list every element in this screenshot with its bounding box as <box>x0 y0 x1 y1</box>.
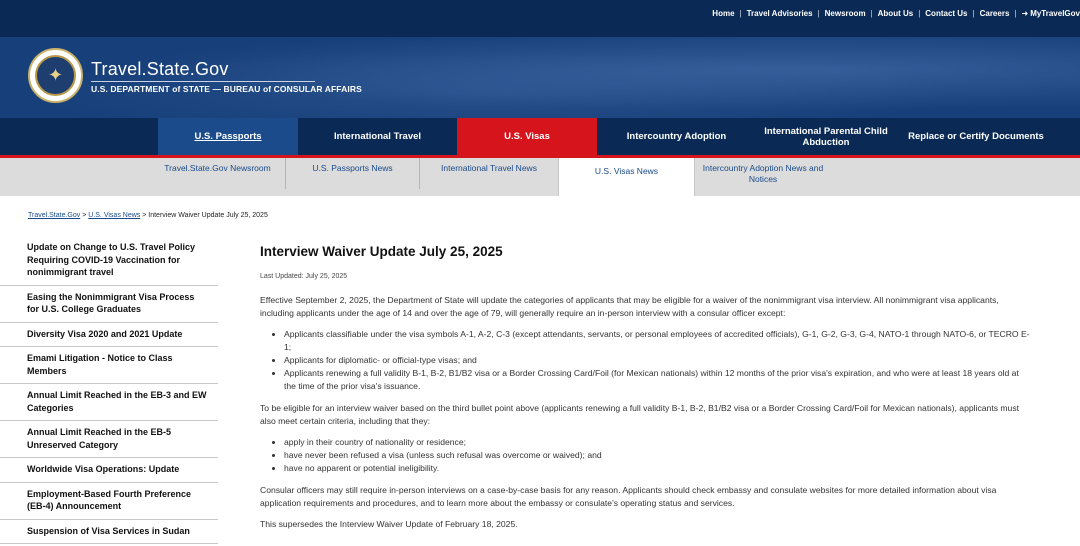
my-travel-gov-link[interactable] <box>1021 9 1080 18</box>
site-header <box>0 37 1080 118</box>
last-updated: Last Updated: July 25, 2025 <box>260 273 348 280</box>
breadcrumb-current: Interview Waiver Update July 25, 2025 <box>148 212 268 219</box>
utility-link-careers[interactable]: Careers <box>979 9 1010 18</box>
breadcrumb-separator: > <box>142 212 147 219</box>
breadcrumb-separator: > <box>82 212 87 219</box>
utility-separator: | <box>1014 9 1017 18</box>
utility-link-home[interactable]: Home <box>712 9 735 18</box>
breadcrumb-home-link[interactable]: Travel.State.Gov <box>28 212 81 219</box>
subnav-passports-news[interactable]: U.S. Passports News <box>286 158 420 189</box>
utility-link-newsroom[interactable]: Newsroom <box>824 9 866 18</box>
sidebar-item-eb3-ew-limit[interactable]: Annual Limit Reached in the EB-3 and EW Categories <box>0 384 218 421</box>
nav-replace-documents-label: Replace or Certify Documents <box>908 131 1044 142</box>
sidebar-item-college-graduates[interactable]: Easing the Nonimmigrant Visa Process for U.S. College Graduates <box>0 286 218 323</box>
nav-visas[interactable] <box>457 118 597 155</box>
breadcrumb-section-link[interactable]: U.S. Visas News <box>88 212 141 219</box>
supersedes-note: This supersedes the Interview Waiver Update of February 18, 2025. <box>260 519 518 529</box>
main-nav <box>0 118 1080 155</box>
subnav-international-travel-news[interactable]: International Travel News <box>441 163 537 173</box>
criteria-item: • have never been refused a visa (unless such refusal was overcome or waived); and <box>284 449 1030 462</box>
sidebar-item-worldwide-operations[interactable]: Worldwide Visa Operations: Update <box>0 458 218 483</box>
utility-separator: | <box>918 9 921 18</box>
nav-visas-label: U.S. Visas <box>504 131 550 142</box>
site-title[interactable]: Travel.State.Gov <box>91 59 229 79</box>
criteria-list <box>284 436 1030 475</box>
nav-intercountry-adoption-label: Intercountry Adoption <box>626 131 727 142</box>
utility-link-about-us[interactable]: About Us <box>877 9 914 18</box>
nav-parental-child-abduction-label: International Parental Child Abduction <box>764 125 888 148</box>
article <box>260 245 1030 539</box>
sidebar-item-covid-travel-policy[interactable]: Update on Change to U.S. Travel Policy Requiring COVID-19 Vaccination for nonimmigrant travel <box>0 236 218 286</box>
nav-international-travel[interactable] <box>298 118 457 155</box>
consular-note: Consular officers may still require in-person interviews on a case-by-case basis for any reason. Applicants should check embassy and consulate websites for more detailed information about visa application requirements and procedures, and to learn more about the embassy or consulate's operating status and services. <box>260 485 997 508</box>
sidebar-news-list <box>0 236 218 544</box>
site-subtitle: U.S. DEPARTMENT of STATE — BUREAU of CONSULAR AFFAIRS <box>91 84 362 94</box>
utility-separator: | <box>739 9 742 18</box>
criteria-item: • apply in their country of nationality or residence; <box>284 436 1030 449</box>
page-title: Interview Waiver Update July 25, 2025 <box>260 244 503 259</box>
my-travel-gov-label: MyTravelGov <box>1030 9 1080 18</box>
exception-item: • Applicants for diplomatic- or official-type visas; and <box>284 354 1030 367</box>
criteria-intro: To be eligible for an interview waiver based on the third bullet point above (applicants renewing a full validity B-1, B-2, B1/B2 visa or a Border Crossing Card/Foil for Mexican nationals), applicants must also meet certain criteria, including that they: <box>260 403 1020 426</box>
sidebar-item-diversity-visa[interactable]: Diversity Visa 2020 and 2021 Update <box>0 323 218 348</box>
sidebar-item-eb4-announcement[interactable]: Employment-Based Fourth Preference (EB-4) Announcement <box>0 483 218 520</box>
title-divider <box>91 81 315 82</box>
sidebar-item-sudan-suspension[interactable]: Suspension of Visa Services in Sudan <box>0 520 218 545</box>
subnav-newsroom[interactable]: Travel.State.Gov Newsroom <box>150 158 286 189</box>
utility-separator: | <box>817 9 820 18</box>
sign-in-icon: ➜ <box>1021 9 1029 18</box>
sub-nav <box>0 158 1080 196</box>
subnav-visas-news[interactable]: U.S. Visas News <box>558 158 695 196</box>
utility-link-travel-advisories[interactable]: Travel Advisories <box>746 9 813 18</box>
sidebar-item-eb5-limit[interactable]: Annual Limit Reached in the EB-5 Unreserved Category <box>0 421 218 458</box>
nav-intercountry-adoption[interactable] <box>597 118 756 155</box>
nav-passports-label: U.S. Passports <box>194 131 262 142</box>
nav-parental-child-abduction[interactable] <box>756 118 896 155</box>
breadcrumb <box>28 212 268 219</box>
subnav-adoption-news[interactable]: Intercountry Adoption News and Notices <box>702 163 824 184</box>
exception-item: • Applicants renewing a full validity B-1, B-2, B1/B2 visa or a Border Crossing Card/Foil (for Mexican nationals) within 12 months of the prior visa's expiration, and who were at least 18 years old at the time of the prior visa's issuance. <box>284 367 1030 393</box>
utility-links <box>712 9 1080 18</box>
department-seal-logo[interactable] <box>28 48 83 103</box>
nav-international-travel-label: International Travel <box>333 131 422 142</box>
utility-separator: | <box>972 9 975 18</box>
sidebar-item-emami-litigation[interactable]: Emami Litigation - Notice to Class Members <box>0 347 218 384</box>
nav-passports[interactable] <box>158 118 298 155</box>
exceptions-list <box>284 328 1030 393</box>
nav-replace-documents[interactable] <box>896 118 1056 155</box>
utility-bar <box>0 0 1080 37</box>
eagle-icon: ✦ <box>35 55 76 96</box>
article-intro: Effective September 2, 2025, the Department of State will update the categories of applicants that may be eligible for a waiver of the nonimmigrant visa interview. All nonimmigrant visa applicants, including applicants under the age of 14 and over the age of 79, will generally require an in-person interview with a consular officer except: <box>260 295 999 318</box>
utility-separator: | <box>870 9 873 18</box>
exception-item: • Applicants classifiable under the visa symbols A-1, A-2, C-3 (except attendants, servants, or personal employees of accredited officials), G-1, G-2, G-3, G-4, NATO-1 through NATO-6, or TECRO E-1; <box>284 328 1030 354</box>
criteria-item: • have no apparent or potential ineligibility. <box>284 462 1030 475</box>
utility-link-contact-us[interactable]: Contact Us <box>925 9 968 18</box>
